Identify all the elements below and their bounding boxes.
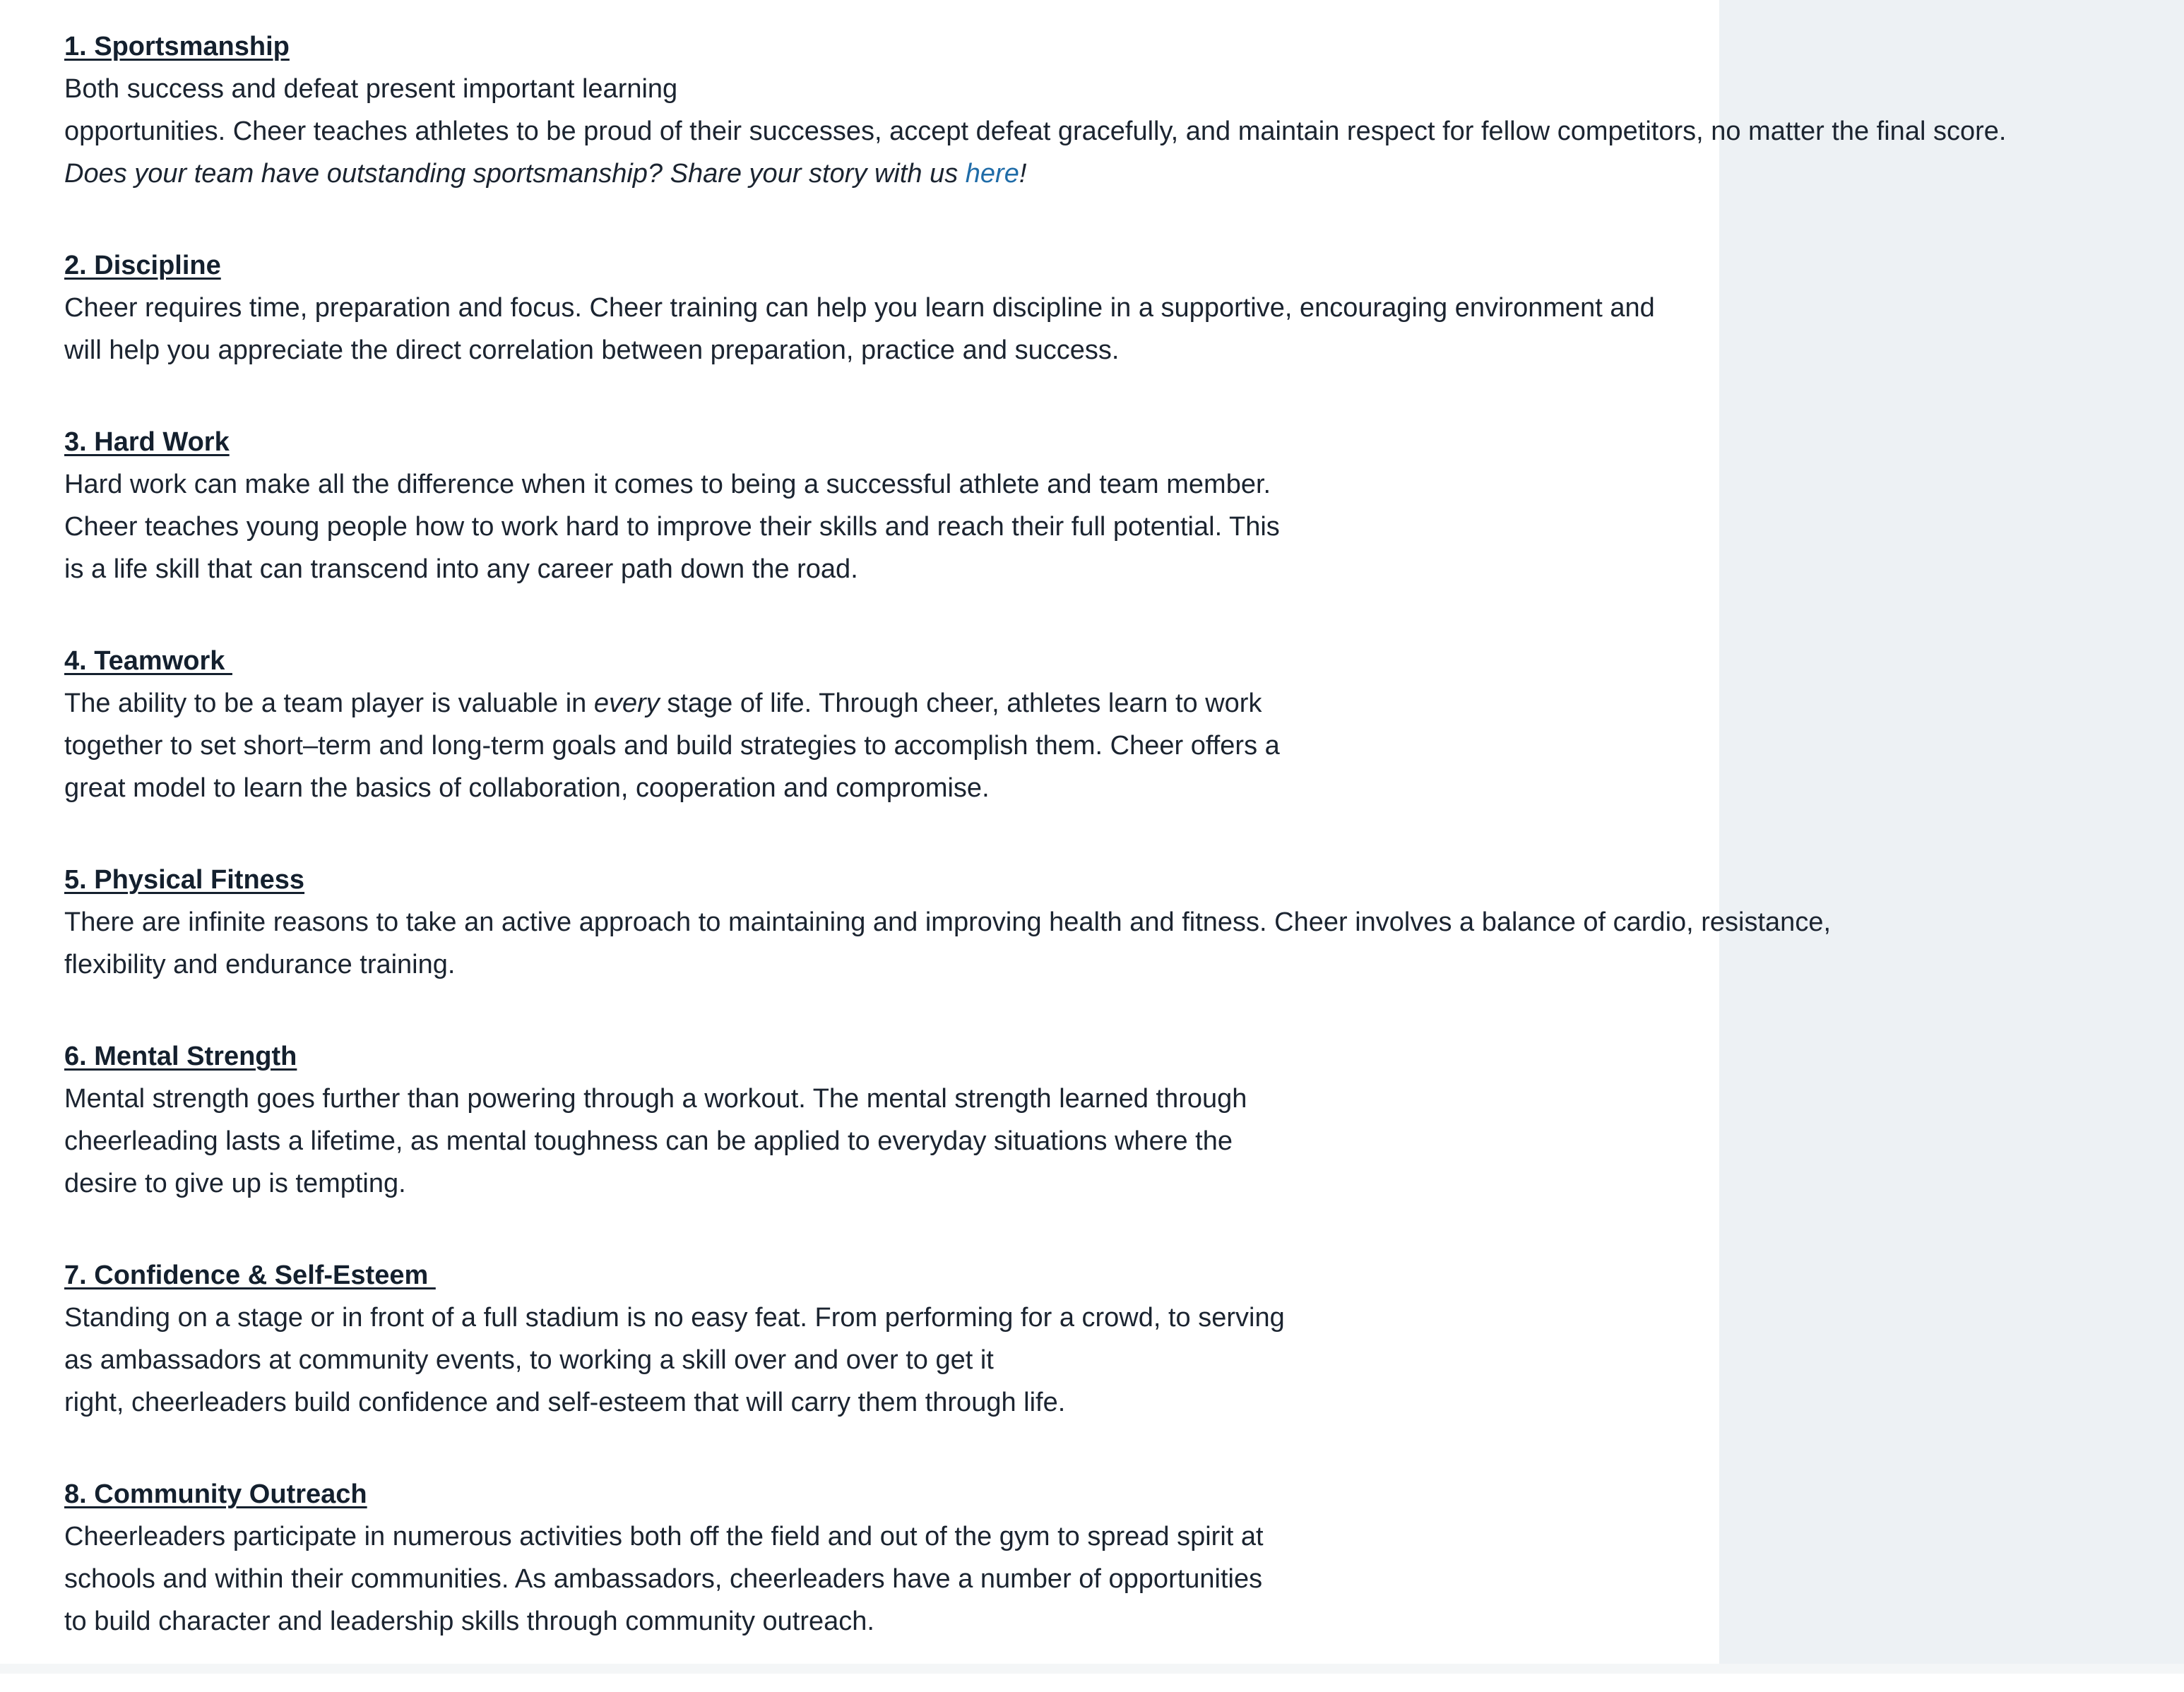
section-sportsmanship [64,25,2176,195]
paragraph-line: desire to give up is tempting. [64,1169,406,1198]
paragraph-line: Both success and defeat present important learning [64,74,678,104]
paragraph-line [64,682,2176,725]
paragraph-line: Hard work can make all the difference when it comes to being a successful athlete and team member. [64,470,1271,499]
teamwork-text-before: The ability to be a team player is valuable in [64,689,594,718]
section-heading: 4. Teamwork [64,646,232,676]
section-heading: 5. Physical Fitness [64,865,305,895]
section-heading: 7. Confidence & Self-Esteem [64,1261,436,1290]
paragraph-line: schools and within their communities. As ambassadors, cheerleaders have a number of opportunities [64,1564,1263,1594]
paragraph-line: right, cheerleaders build confidence and self-esteem that will carry them through life. [64,1388,1066,1417]
section-heading: 1. Sportsmanship [64,32,290,61]
paragraph-line: to build character and leadership skills through community outreach. [64,1607,874,1636]
article-content [64,25,2176,1692]
paragraph-line: is a life skill that can transcend into any career path down the road. [64,554,858,584]
paragraph-line: Cheerleaders participate in numerous activities both off the field and out of the gym to spread spirit at [64,1522,1264,1551]
section-community-outreach [64,1473,2176,1643]
section-mental-strength [64,1035,2176,1205]
section-heading: 6. Mental Strength [64,1042,297,1071]
section-hard-work [64,421,2176,590]
paragraph-line: flexibility and endurance training. [64,950,456,979]
paragraph-line: together to set short–term and long-term goals and build strategies to accomplish them. Cheer offers a [64,731,1280,761]
paragraph-line: as ambassadors at community events, to working a skill over and over to get it [64,1345,994,1375]
section-heading: 3. Hard Work [64,427,230,457]
teamwork-text-after: stage of life. Through cheer, athletes learn to work [659,689,1262,718]
section-discipline [64,244,2176,371]
share-story-prompt [64,153,2176,195]
paragraph-line: great model to learn the basics of collaboration, cooperation and compromise. [64,773,990,803]
paragraph-line: Cheer requires time, preparation and focus. Cheer training can help you learn discipline in a supportive, encouraging environment and [64,293,1655,323]
paragraph-line: Mental strength goes further than powering through a workout. The mental strength learned through [64,1084,1247,1114]
paragraph-line: will help you appreciate the direct correlation between preparation, practice and success. [64,335,1120,365]
share-story-link[interactable]: here [965,159,1019,189]
section-physical-fitness [64,859,2176,986]
share-story-text: Does your team have outstanding sportsmanship? Share your story with us [64,159,966,189]
section-heading: 2. Discipline [64,251,221,280]
paragraph-line: Cheer teaches young people how to work hard to improve their skills and reach their full potential. This [64,512,1280,542]
section-confidence [64,1254,2176,1424]
section-teamwork [64,640,2176,809]
section-heading: 8. Community Outreach [64,1479,367,1509]
share-story-suffix: ! [1019,159,1027,189]
paragraph-line: There are infinite reasons to take an active approach to maintaining and improving health and fitness. Cheer involves a balance of cardio, resistance, [64,907,1832,937]
paragraph-line: Standing on a stage or in front of a full stadium is no easy feat. From performing for a crowd, to serving [64,1303,1285,1333]
paragraph-line: opportunities. Cheer teaches athletes to be proud of their successes, accept defeat gracefully, and maintain respect for fellow competitors, no matter the final score. [64,117,2007,146]
teamwork-emphasis: every [593,689,660,718]
paragraph-line: cheerleading lasts a lifetime, as mental toughness can be applied to everyday situations where the [64,1126,1233,1156]
